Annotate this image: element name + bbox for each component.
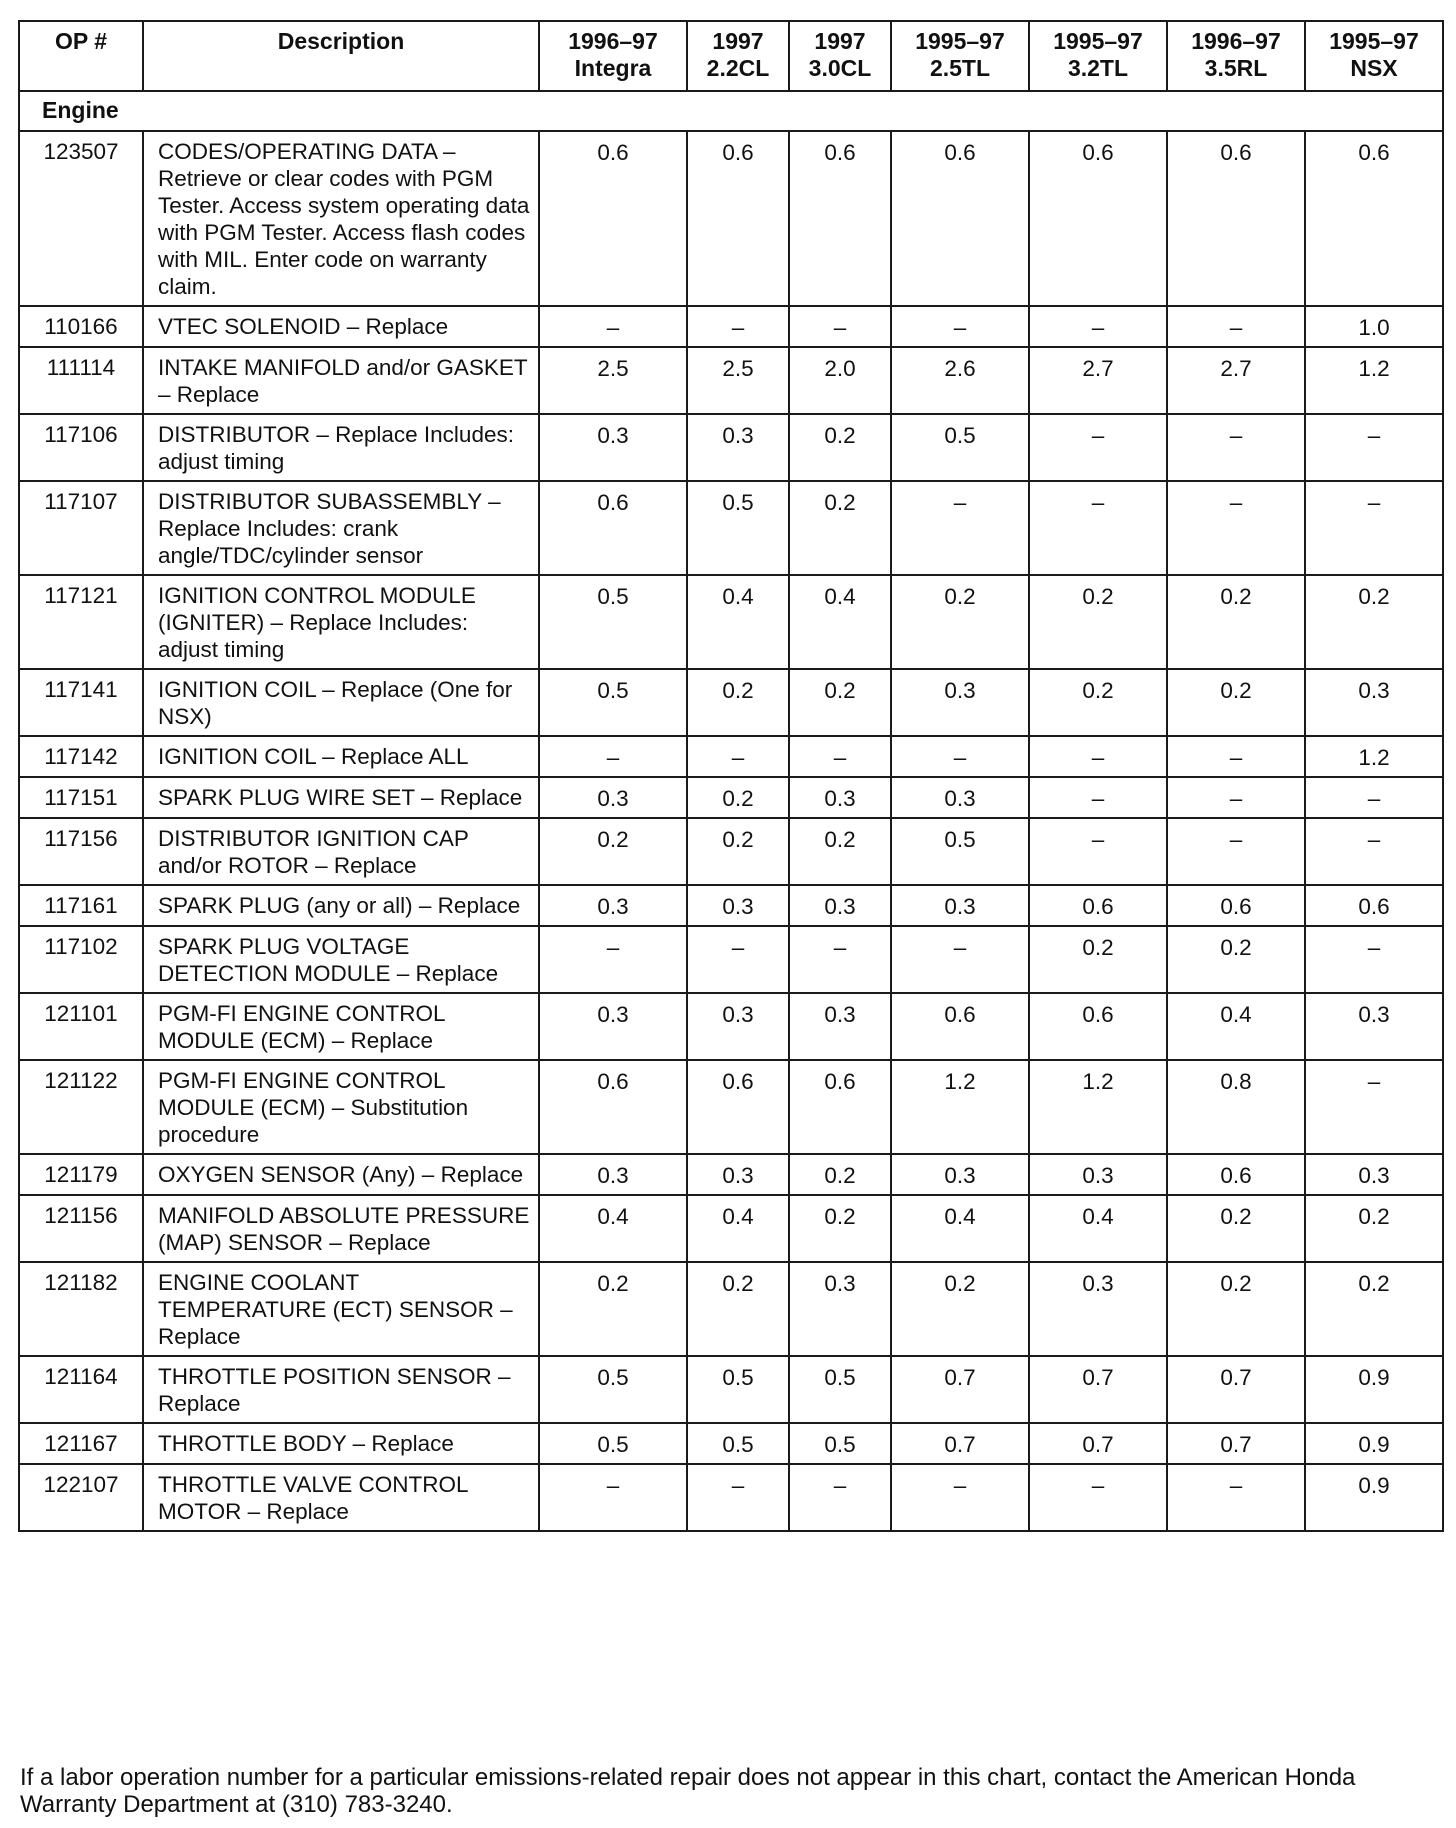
table-row	[19, 669, 1443, 736]
table-row	[19, 414, 1443, 481]
header-model: 1996–97 3.5RL	[1167, 21, 1305, 91]
labor-time-value: –	[539, 1464, 687, 1531]
labor-time-value: 2.7	[1029, 347, 1167, 414]
labor-time-value: 0.2	[1029, 575, 1167, 669]
labor-time-value: –	[1167, 736, 1305, 777]
labor-time-value: 0.3	[687, 414, 789, 481]
labor-time-value: 0.2	[539, 818, 687, 885]
header-description: Description	[143, 21, 539, 91]
labor-time-value: 0.5	[687, 481, 789, 575]
labor-time-value: 0.3	[687, 993, 789, 1060]
op-number: 121164	[19, 1356, 143, 1423]
labor-time-value: 0.3	[1029, 1154, 1167, 1195]
labor-time-value: 0.5	[539, 1423, 687, 1464]
labor-time-value: 2.0	[789, 347, 891, 414]
labor-time-value: –	[1305, 481, 1443, 575]
op-number: 122107	[19, 1464, 143, 1531]
labor-time-value: –	[1305, 818, 1443, 885]
labor-time-value: 0.7	[1029, 1356, 1167, 1423]
labor-time-value: 0.2	[789, 669, 891, 736]
labor-time-value: 0.4	[687, 1195, 789, 1262]
labor-time-value: 0.2	[891, 1262, 1029, 1356]
labor-time-value: –	[1029, 1464, 1167, 1531]
labor-time-value: 1.2	[1305, 736, 1443, 777]
operation-description: IGNITION COIL – Replace (One for NSX)	[143, 669, 539, 736]
table-row	[19, 736, 1443, 777]
operation-description: MANIFOLD ABSOLUTE PRESSURE (MAP) SENSOR – Replace	[143, 1195, 539, 1262]
labor-time-value: 0.6	[1167, 1154, 1305, 1195]
table-row	[19, 993, 1443, 1060]
labor-time-value: –	[1167, 818, 1305, 885]
op-number: 117142	[19, 736, 143, 777]
labor-time-value: 0.3	[1305, 993, 1443, 1060]
table-row	[19, 777, 1443, 818]
table-row	[19, 1195, 1443, 1262]
table-row	[19, 885, 1443, 926]
labor-time-value: 0.2	[789, 481, 891, 575]
labor-time-value: 0.5	[891, 818, 1029, 885]
labor-time-value: 0.4	[1029, 1195, 1167, 1262]
operation-description: IGNITION CONTROL MODULE (IGNITER) – Replace Includes: adjust timing	[143, 575, 539, 669]
labor-time-value: –	[687, 306, 789, 347]
labor-time-value: –	[1029, 481, 1167, 575]
labor-time-value: 2.5	[687, 347, 789, 414]
labor-time-value: 2.7	[1167, 347, 1305, 414]
labor-time-value: –	[891, 1464, 1029, 1531]
op-number: 117161	[19, 885, 143, 926]
labor-time-value: 0.3	[539, 1154, 687, 1195]
labor-time-value: 0.2	[1167, 669, 1305, 736]
labor-time-value: 0.6	[789, 131, 891, 306]
labor-time-value: 0.3	[539, 777, 687, 818]
operation-description: DISTRIBUTOR IGNITION CAP and/or ROTOR – Replace	[143, 818, 539, 885]
labor-time-value: 1.2	[891, 1060, 1029, 1154]
labor-time-value: –	[1167, 306, 1305, 347]
operation-description: THROTTLE BODY – Replace	[143, 1423, 539, 1464]
op-number: 117106	[19, 414, 143, 481]
operation-description: IGNITION COIL – Replace ALL	[143, 736, 539, 777]
labor-time-value: 0.6	[1167, 131, 1305, 306]
labor-time-value: 0.5	[539, 575, 687, 669]
labor-time-value: 0.6	[539, 481, 687, 575]
labor-time-value: –	[1305, 926, 1443, 993]
operation-description: DISTRIBUTOR – Replace Includes: adjust timing	[143, 414, 539, 481]
labor-time-value: 0.2	[1305, 1195, 1443, 1262]
operation-description: DISTRIBUTOR SUBASSEMBLY – Replace Includes: crank angle/TDC/cylinder sensor	[143, 481, 539, 575]
labor-time-value: –	[1029, 818, 1167, 885]
labor-time-value: 0.4	[1167, 993, 1305, 1060]
labor-time-value: –	[1305, 777, 1443, 818]
op-number: 110166	[19, 306, 143, 347]
labor-time-value: 0.2	[1167, 1262, 1305, 1356]
labor-time-value: 0.5	[891, 414, 1029, 481]
table-row	[19, 131, 1443, 306]
labor-time-value: 1.0	[1305, 306, 1443, 347]
labor-time-value: 0.3	[789, 993, 891, 1060]
header-model: 1995–97 NSX	[1305, 21, 1443, 91]
labor-time-value: 0.2	[789, 1195, 891, 1262]
op-number: 117121	[19, 575, 143, 669]
labor-time-value: –	[1029, 736, 1167, 777]
labor-time-value: 0.3	[789, 777, 891, 818]
header-row	[19, 21, 1443, 91]
labor-time-value: 0.6	[891, 131, 1029, 306]
labor-time-value: 0.6	[1305, 885, 1443, 926]
labor-time-value: 2.5	[539, 347, 687, 414]
labor-time-value: 0.6	[1029, 993, 1167, 1060]
labor-time-value: 0.5	[789, 1423, 891, 1464]
labor-time-value: 0.3	[789, 1262, 891, 1356]
labor-time-value: –	[891, 926, 1029, 993]
op-number: 121156	[19, 1195, 143, 1262]
labor-time-value: 0.7	[1029, 1423, 1167, 1464]
labor-time-value: 2.6	[891, 347, 1029, 414]
operation-description: ENGINE COOLANT TEMPERATURE (ECT) SENSOR – Replace	[143, 1262, 539, 1356]
labor-time-value: –	[891, 481, 1029, 575]
labor-time-value: 0.3	[1305, 669, 1443, 736]
header-model: 1995–97 3.2TL	[1029, 21, 1167, 91]
labor-time-value: 0.2	[1305, 1262, 1443, 1356]
operation-description: PGM-FI ENGINE CONTROL MODULE (ECM) – Substitution procedure	[143, 1060, 539, 1154]
labor-time-value: 0.3	[1305, 1154, 1443, 1195]
labor-time-value: 0.5	[539, 669, 687, 736]
table-row	[19, 347, 1443, 414]
labor-time-value: 0.2	[1029, 669, 1167, 736]
labor-time-value: 0.2	[1167, 1195, 1305, 1262]
labor-time-value: 0.7	[891, 1423, 1029, 1464]
labor-time-value: 0.3	[539, 993, 687, 1060]
labor-time-value: 0.3	[891, 669, 1029, 736]
table-row	[19, 926, 1443, 993]
labor-time-value: 0.5	[539, 1356, 687, 1423]
op-number: 111114	[19, 347, 143, 414]
header-model: 1995–97 2.5TL	[891, 21, 1029, 91]
labor-time-value: –	[789, 306, 891, 347]
labor-time-value: 0.2	[891, 575, 1029, 669]
op-number: 117102	[19, 926, 143, 993]
op-number: 121122	[19, 1060, 143, 1154]
labor-time-value: 0.2	[1167, 926, 1305, 993]
labor-time-value: 0.5	[687, 1423, 789, 1464]
labor-time-value: 0.6	[1305, 131, 1443, 306]
table-row	[19, 1423, 1443, 1464]
labor-time-value: –	[789, 926, 891, 993]
operation-description: VTEC SOLENOID – Replace	[143, 306, 539, 347]
operation-description: PGM-FI ENGINE CONTROL MODULE (ECM) – Replace	[143, 993, 539, 1060]
labor-time-value: 0.4	[789, 575, 891, 669]
labor-time-value: 0.3	[539, 885, 687, 926]
operation-description: OXYGEN SENSOR (Any) – Replace	[143, 1154, 539, 1195]
labor-time-value: 0.3	[687, 885, 789, 926]
labor-time-value: –	[1167, 1464, 1305, 1531]
labor-time-value: 0.9	[1305, 1464, 1443, 1531]
labor-time-value: 0.4	[891, 1195, 1029, 1262]
labor-time-value: 0.3	[891, 1154, 1029, 1195]
labor-time-value: –	[687, 736, 789, 777]
labor-time-value: 0.5	[789, 1356, 891, 1423]
op-number: 121182	[19, 1262, 143, 1356]
labor-time-value: 0.9	[1305, 1356, 1443, 1423]
labor-time-value: 0.7	[891, 1356, 1029, 1423]
labor-time-value: 0.2	[687, 818, 789, 885]
labor-time-value: 0.9	[1305, 1423, 1443, 1464]
labor-time-value: 0.6	[687, 131, 789, 306]
labor-time-value: 0.4	[687, 575, 789, 669]
labor-time-value: 0.2	[687, 777, 789, 818]
table-row	[19, 1262, 1443, 1356]
labor-time-value: 0.3	[1029, 1262, 1167, 1356]
labor-time-table	[18, 20, 1444, 1532]
labor-time-value: –	[687, 926, 789, 993]
table-row	[19, 1154, 1443, 1195]
labor-time-value: –	[1305, 414, 1443, 481]
op-number: 121101	[19, 993, 143, 1060]
labor-time-sheet	[18, 20, 1430, 1532]
labor-time-value: 0.2	[1029, 926, 1167, 993]
labor-time-value: 0.2	[789, 414, 891, 481]
labor-time-value: –	[891, 736, 1029, 777]
header-model: 1997 3.0CL	[789, 21, 891, 91]
operation-description: CODES/OPERATING DATA – Retrieve or clear codes with PGM Tester. Access system operating data with PGM Tester. Access flash codes with MIL. Enter code on warranty claim.	[143, 131, 539, 306]
section-row	[19, 91, 1443, 131]
labor-time-value: 0.2	[687, 1262, 789, 1356]
labor-time-value: 0.4	[539, 1195, 687, 1262]
operation-description: INTAKE MANIFOLD and/or GASKET – Replace	[143, 347, 539, 414]
labor-time-value: –	[1029, 777, 1167, 818]
labor-time-value: 0.6	[1029, 885, 1167, 926]
table-row	[19, 1356, 1443, 1423]
labor-time-value: 0.2	[539, 1262, 687, 1356]
labor-time-value: –	[1167, 414, 1305, 481]
operation-description: THROTTLE POSITION SENSOR – Replace	[143, 1356, 539, 1423]
labor-time-value: –	[789, 1464, 891, 1531]
header-op: OP #	[19, 21, 143, 91]
op-number: 117151	[19, 777, 143, 818]
labor-time-value: 0.3	[891, 885, 1029, 926]
labor-time-value: 0.2	[687, 669, 789, 736]
op-number: 117141	[19, 669, 143, 736]
labor-time-value: –	[1029, 306, 1167, 347]
operation-description: SPARK PLUG VOLTAGE DETECTION MODULE – Replace	[143, 926, 539, 993]
table-row	[19, 1060, 1443, 1154]
labor-time-value: –	[1029, 414, 1167, 481]
labor-time-value: 0.2	[789, 818, 891, 885]
labor-time-value: 0.2	[1305, 575, 1443, 669]
header-model: 1996–97 Integra	[539, 21, 687, 91]
table-row	[19, 1464, 1443, 1531]
labor-time-value: 1.2	[1029, 1060, 1167, 1154]
op-number: 123507	[19, 131, 143, 306]
labor-time-value: 0.6	[1029, 131, 1167, 306]
labor-time-value: 0.3	[789, 885, 891, 926]
labor-time-value: 0.6	[539, 131, 687, 306]
labor-time-value: 0.7	[1167, 1356, 1305, 1423]
labor-time-value: 0.3	[687, 1154, 789, 1195]
labor-time-value: 0.6	[687, 1060, 789, 1154]
operation-description: SPARK PLUG WIRE SET – Replace	[143, 777, 539, 818]
labor-time-value: 0.3	[891, 777, 1029, 818]
footnote: If a labor operation number for a particular emissions-related repair does not appear in this chart, contact the American Honda Warranty Department at (310) 783-3240.	[20, 1764, 1356, 1818]
labor-time-value: 0.2	[1167, 575, 1305, 669]
op-number: 121167	[19, 1423, 143, 1464]
labor-time-value: 0.6	[789, 1060, 891, 1154]
labor-time-value: –	[789, 736, 891, 777]
labor-time-value: –	[687, 1464, 789, 1531]
labor-time-value: –	[891, 306, 1029, 347]
labor-time-value: 0.5	[687, 1356, 789, 1423]
table-row	[19, 481, 1443, 575]
labor-time-value: 0.8	[1167, 1060, 1305, 1154]
labor-time-value: 0.6	[539, 1060, 687, 1154]
operation-description: THROTTLE VALVE CONTROL MOTOR – Replace	[143, 1464, 539, 1531]
labor-time-value: –	[1305, 1060, 1443, 1154]
labor-time-value: 0.2	[789, 1154, 891, 1195]
labor-time-value: –	[1167, 481, 1305, 575]
operation-description: SPARK PLUG (any or all) – Replace	[143, 885, 539, 926]
op-number: 117156	[19, 818, 143, 885]
labor-time-value: –	[539, 926, 687, 993]
labor-time-value: –	[539, 736, 687, 777]
section-title: Engine	[19, 91, 1443, 131]
table-row	[19, 818, 1443, 885]
op-number: 121179	[19, 1154, 143, 1195]
op-number: 117107	[19, 481, 143, 575]
labor-time-value: 0.7	[1167, 1423, 1305, 1464]
labor-time-value: 1.2	[1305, 347, 1443, 414]
labor-time-value: –	[539, 306, 687, 347]
table-row	[19, 306, 1443, 347]
labor-time-value: 0.3	[539, 414, 687, 481]
labor-time-value: 0.6	[891, 993, 1029, 1060]
header-model: 1997 2.2CL	[687, 21, 789, 91]
labor-time-value: 0.6	[1167, 885, 1305, 926]
labor-time-value: –	[1167, 777, 1305, 818]
table-row	[19, 575, 1443, 669]
